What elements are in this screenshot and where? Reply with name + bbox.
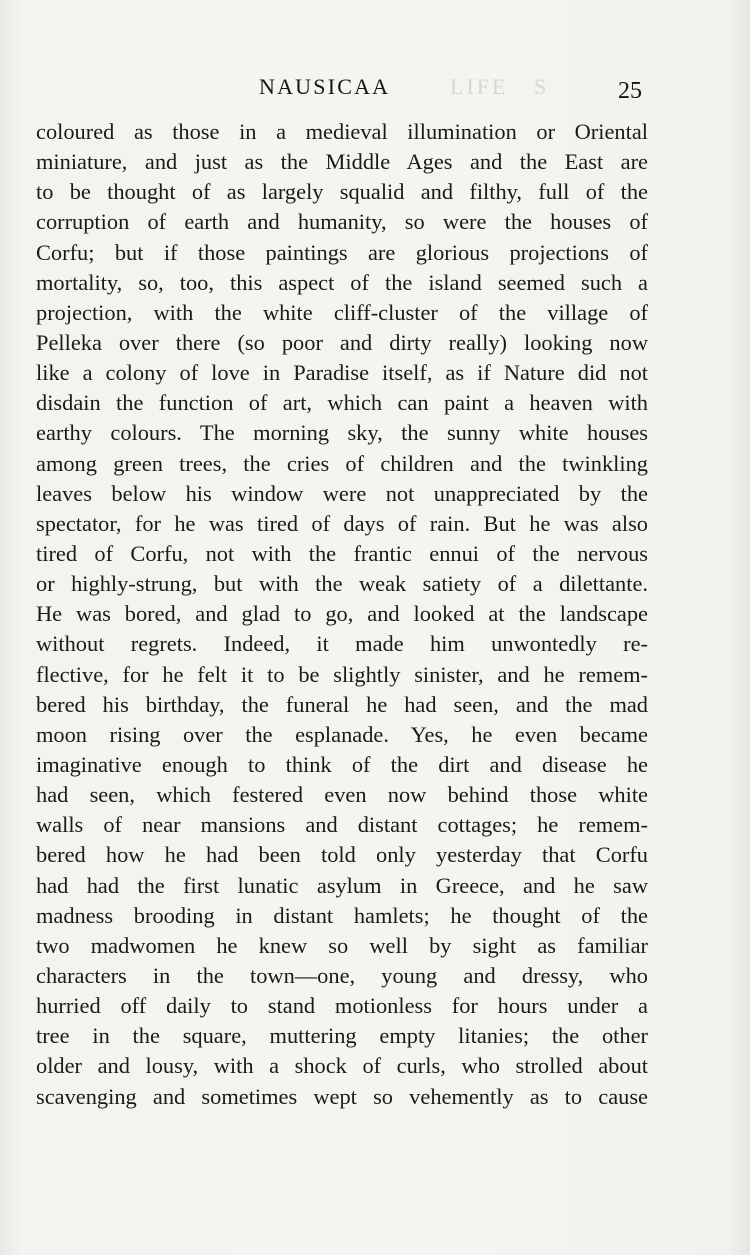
text-line: spectator, for he was tired of days of rain. But he was also <box>36 510 648 536</box>
text-line: He was bored, and glad to go, and looked at the landscape <box>36 601 648 627</box>
text-line: to be thought of as largely squalid and filthy, full of the <box>36 179 648 205</box>
text-line: bered his birthday, the funeral he had seen, and the mad <box>36 691 648 717</box>
text-line: hurried off daily to stand motionless for hours under a <box>36 993 648 1019</box>
text-line: had had the first lunatic asylum in Greece, and he saw <box>36 872 648 898</box>
text-line: walls of near mansions and distant cottages; he remem- <box>36 812 648 838</box>
text-line: earthy colours. The morning sky, the sunny white houses <box>36 420 648 446</box>
text-line: like a colony of love in Paradise itself, as if Nature did not <box>36 360 648 386</box>
text-line: two madwomen he knew so well by sight as familiar <box>36 932 648 958</box>
text-line: imaginative enough to think of the dirt and disease he <box>36 751 648 777</box>
text-line: disdain the function of art, which can paint a heaven with <box>36 390 648 416</box>
text-line: moon rising over the esplanade. Yes, he even became <box>36 721 648 747</box>
page-header <box>0 72 750 106</box>
text-line: characters in the town—one, young and dressy, who <box>36 962 648 988</box>
text-line: madness brooding in distant hamlets; he thought of the <box>36 902 648 928</box>
text-line: scavenging and sometimes wept so vehemently as to cause <box>36 1083 648 1109</box>
text-line: corruption of earth and humanity, so were the houses of <box>36 209 648 235</box>
text-line: miniature, and just as the Middle Ages and the East are <box>36 149 648 175</box>
text-line: projection, with the white cliff-cluster of the village of <box>36 299 648 325</box>
text-line: among green trees, the cries of children and the twinkling <box>36 450 648 476</box>
text-line: older and lousy, with a shock of curls, who strolled about <box>36 1053 648 1079</box>
body-text <box>36 117 648 1112</box>
text-line: or highly-strung, but with the weak satiety of a dilettante. <box>36 571 648 597</box>
text-line: Corfu; but if those paintings are glorious projections of <box>36 239 648 265</box>
running-head: NAUSICAA <box>259 74 391 99</box>
text-line: tree in the square, muttering empty litanies; the other <box>36 1023 648 1049</box>
text-line: Pelleka over there (so poor and dirty really) looking now <box>36 329 648 355</box>
page-number: 25 <box>618 78 642 104</box>
text-line: had seen, which festered even now behind those white <box>36 782 648 808</box>
text-line: tired of Corfu, not with the frantic ennui of the nervous <box>36 540 648 566</box>
text-line: leaves below his window were not unappreciated by the <box>36 480 648 506</box>
text-line: mortality, so, too, this aspect of the island seemed such a <box>36 269 648 295</box>
text-line: coloured as those in a medieval illumination or Oriental <box>36 119 648 144</box>
text-line: bered how he had been told only yesterday that Corfu <box>36 842 648 868</box>
text-line: flective, for he felt it to be slightly sinister, and he remem- <box>36 661 648 687</box>
show-through-text: LIFE S <box>450 74 550 99</box>
text-line: without regrets. Indeed, it made him unwontedly re- <box>36 631 648 657</box>
